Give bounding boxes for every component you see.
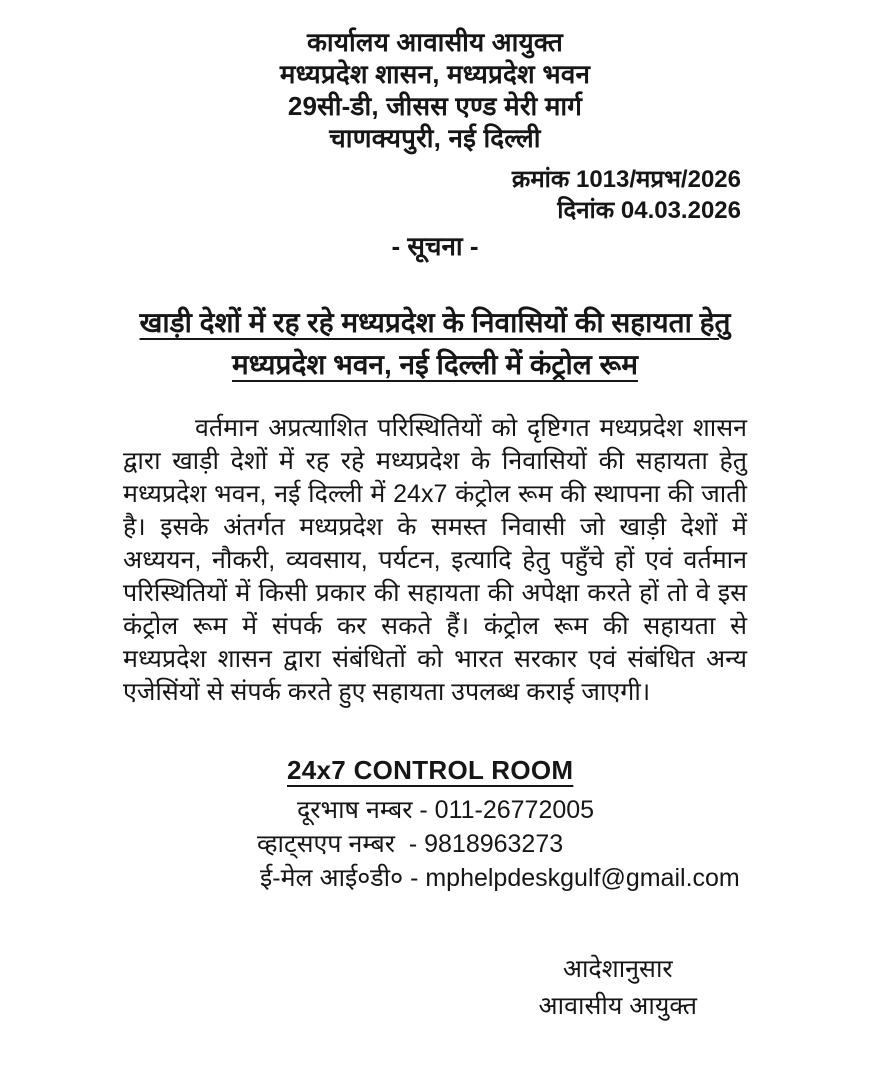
- notice-label: - सूचना -: [391, 231, 479, 261]
- reference-date: दिनांक 04.03.2026: [557, 197, 741, 224]
- phone-line: दूरभाष नम्बर - 011-26772005: [297, 796, 595, 824]
- email-line: ई-मेल आई०डी० - mphelpdeskgulf@gmail.com: [260, 864, 740, 892]
- whatsapp-line: व्हाट्सएप नम्बर - 9818963273: [257, 830, 564, 858]
- letterhead-line-govt: मध्यप्रदेश शासन, मध्यप्रदेश भवन: [279, 59, 591, 89]
- signature-order-line: आदेशानुसार: [562, 955, 673, 983]
- office-name: कार्यालय आवासीय आयुक्त: [306, 27, 564, 57]
- subject-heading: [123, 302, 747, 386]
- body-paragraph: वर्तमान अप्रत्याशित परिस्थितियों को दृष्टिगत मध्यप्रदेश शासन द्वारा खाड़ी देशों में रह रहे मध्यप्रदेश के निवासियों की सहायता हेतु मध्यप्रदेश भवन, नई दिल्ली में 24x7 कंट्रोल रूम की स्थापना की जाती है। इसके अंतर्गत मध्यप्रदेश के समस्त निवासी जो खाड़ी देशों में अध्ययन, नौकरी, व्यवसाय, पर्यटन, इत्यादि हेतु पहुँचे हों एवं वर्तमान परिस्थितियों में किसी प्रकार की सहायता की अपेक्षा करते हों तो वे इस कंट्रोल रूम में संपर्क कर सकते हैं। कंट्रोल रूम की सहायता से मध्यप्रदेश शासन द्वारा संबंधितों को भारत सरकार एवं संबंधित अन्य एजेसिंयों से संपर्क करते हुए सहायता उपलब्ध कराई जाएगी।: [123, 414, 747, 706]
- control-room-title: 24x7 CONTROL ROOM: [287, 755, 574, 785]
- subject-line-2: मध्यप्रदेश भवन, नई दिल्ली में कंट्रोल रूम: [232, 349, 638, 380]
- signature-designation-line: आवासीय आयुक्त: [538, 992, 697, 1020]
- letterhead-line-address: 29सी-डी, जीसस एण्ड मेरी मार्ग: [287, 91, 583, 121]
- subject-line-1: खाड़ी देशों में रह रहे मध्यप्रदेश के निवासियों की सहायता हेतु: [139, 307, 731, 338]
- signature-block: [539, 951, 697, 1025]
- reference-number: क्रमांक 1013/मप्रभ/2026: [511, 166, 741, 193]
- letterhead-line-city: चाणक्यपुरी, नई दिल्ली: [329, 123, 541, 153]
- letterhead: [123, 26, 747, 154]
- control-room-section: [123, 753, 747, 895]
- reference-block: [123, 164, 747, 226]
